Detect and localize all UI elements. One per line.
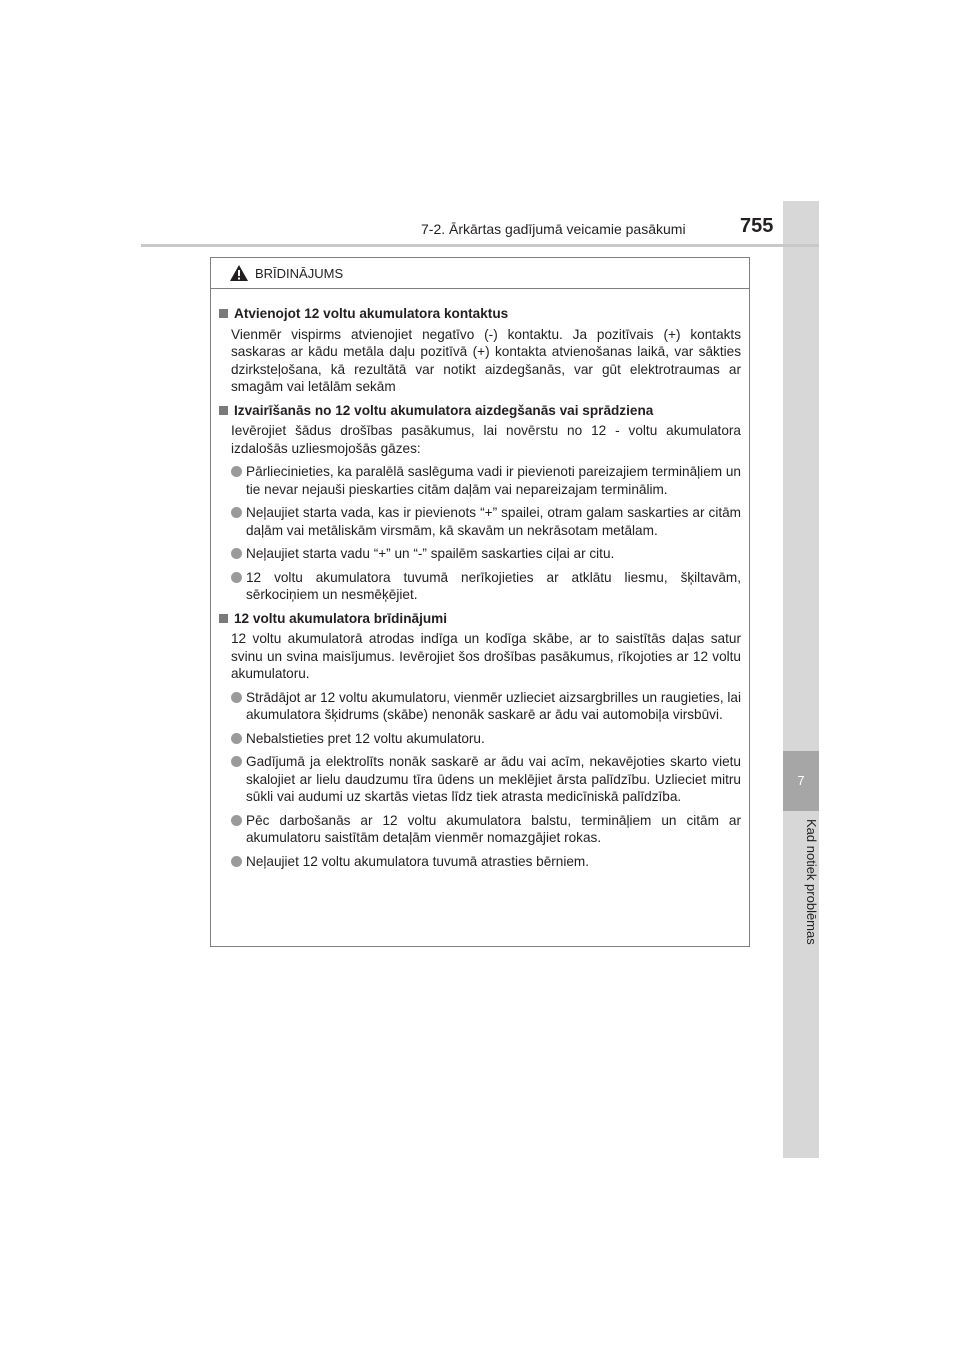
list-item-text: Strādājot ar 12 voltu akumulatoru, vienmēr uzlieciet aizsargbrilles un raugieties, lai akumulatora šķidrums (skābe) nenonāk saskarē ar ādu vai automobiļa virsbūvi. — [246, 689, 741, 722]
round-bullet-icon — [231, 756, 242, 767]
section-heading — [219, 402, 741, 420]
square-bullet-icon — [219, 614, 228, 623]
round-bullet-icon — [231, 507, 242, 518]
section-heading-text: Atvienojot 12 voltu akumulatora kontaktus — [234, 306, 509, 321]
list-item — [231, 853, 741, 871]
list-item — [231, 569, 741, 604]
list-item-text: 12 voltu akumulatora tuvumā nerīkojieties ar atklātu liesmu, šķiltavām, sērkociņiem un nesmēķējiet. — [246, 569, 741, 602]
section-heading-text: Izvairīšanās no 12 voltu akumulatora aizdegšanās vai sprādziena — [234, 402, 654, 418]
list-item-text: Neļaujiet 12 voltu akumulatora tuvumā atrasties bērniem. — [246, 853, 590, 869]
round-bullet-icon — [231, 572, 242, 583]
list-item — [231, 463, 741, 498]
chapter-side-tab — [783, 201, 819, 1158]
square-bullet-icon — [219, 406, 228, 415]
list-item-text: Pārliecinieties, ka paralēlā saslēguma vadi ir pievienoti pareizajiem termināļiem un tie nevar nejauši pieskarties citām daļām vai nepareizajam terminālim. — [246, 464, 741, 497]
section-body: 12 voltu akumulatorā atrodas indīga un kodīga skābe, ar to saistītās daļas satur svinu un svina maisījumus. Ievērojiet šos drošības pasākumus, rīkojoties ar 12 voltu akumulatoru. — [231, 631, 741, 681]
section-heading — [219, 610, 741, 628]
warning-box-header — [211, 258, 749, 289]
list-item — [231, 753, 741, 806]
list-item — [231, 812, 741, 847]
chapter-title: Kad notiek problēmas — [804, 819, 819, 945]
chapter-number: 7 — [783, 751, 819, 811]
list-item-text: Nebalstieties pret 12 voltu akumulatoru. — [246, 730, 485, 746]
round-bullet-icon — [231, 548, 242, 559]
list-item-text: Gadījumā ja elektrolīts nonāk saskarē ar ādu vai acīm, nekavējoties skarto vietu skalojiet ar lielu daudzumu tīra ūdens un meklējiet ārsta palīdzību. Uzlieciet mitru sūkli vai audumi uz skartās vietas līdz tiek atrasta medicīniskā palīdzība. — [246, 754, 741, 804]
warning-box — [210, 257, 750, 947]
list-item-text: Pēc darbošanās ar 12 voltu akumulatora balstu, termināļiem un citām ar akumulatoru saistītām detaļām vienmēr nomazgājiet rokas. — [246, 812, 741, 845]
page-number: 755 — [740, 215, 774, 237]
list-item — [231, 504, 741, 539]
round-bullet-icon — [231, 733, 242, 744]
list-item-text: Neļaujiet starta vadu “+” un “-” spailēm saskarties ciļai ar citu. — [246, 546, 615, 561]
header-rule — [141, 244, 819, 247]
section-body: Vienmēr vispirms atvienojiet negatīvo (-) kontaktu. Ja pozitīvais (+) kontakts saskaras ar kādu metāla daļu pozitīvā (+) kontakta atvienošanas laikā, var sākties dzirksteļošana, kā rezultātā var notikt aizdegšanās, var gūt elektrotraumas ar smagām vai letālām sekām — [231, 326, 741, 394]
warning-heading: BRĪDINĀJUMS — [255, 265, 344, 281]
warning-triangle-icon — [229, 264, 249, 282]
list-item — [231, 689, 741, 724]
list-item — [231, 730, 741, 748]
section-body: Ievērojiet šādus drošības pasākumus, lai novērstu no 12 - voltu akumulatora izdalošās uzliesmojošās gāzes: — [231, 423, 741, 456]
round-bullet-icon — [231, 856, 242, 867]
round-bullet-icon — [231, 466, 242, 477]
list-item-text: Neļaujiet starta vada, kas ir pievienots “+” spailei, otram galam saskarties ar citām daļām vai metāliskām virsmām, kā skavām un nekrāsotam metālam. — [246, 505, 741, 538]
round-bullet-icon — [231, 692, 242, 703]
round-bullet-icon — [231, 815, 242, 826]
section-title: 7-2. Ārkārtas gadījumā veicamie pasākumi — [421, 221, 686, 237]
square-bullet-icon — [219, 309, 228, 318]
list-item — [231, 545, 741, 563]
section-heading-text: 12 voltu akumulatora brīdinājumi — [234, 610, 448, 626]
section-heading — [219, 305, 741, 323]
warning-content — [211, 289, 749, 870]
